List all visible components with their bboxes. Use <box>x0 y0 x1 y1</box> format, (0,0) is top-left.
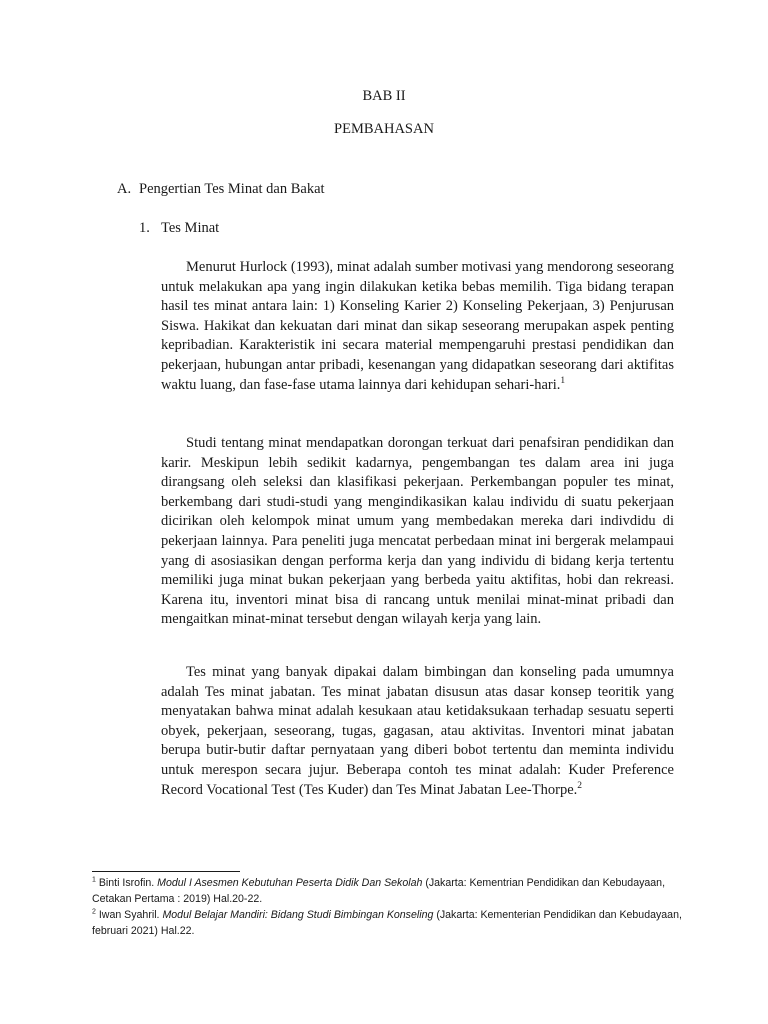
footnote-ref-1: 1 <box>560 375 566 386</box>
footnote-1-title: Modul I Asesmen Kebutuhan Peserta Didik Dan Sekolah <box>157 877 423 889</box>
footnote-1-number: 1 <box>92 876 96 884</box>
paragraph-2 <box>161 434 674 630</box>
chapter-title: PEMBAHASAN <box>334 121 434 137</box>
footnotes <box>92 876 682 940</box>
footnote-1 <box>92 876 682 907</box>
section-heading <box>117 181 325 198</box>
section-label: A. <box>117 181 132 197</box>
footnote-2-number: 2 <box>92 908 96 916</box>
paragraph-3-text: Tes minat yang banyak dipakai dalam bimbingan dan konseling pada umumnya adalah Tes minat jabatan. Tes minat jabatan disusun atas dasar konsep teoritik yang menyatakan bahwa minat adalah kesukaan atau ketidaksukaan terhadap sesuatu seperti obyek, pekerjaan, seseorang, tugas, gagasan, atau aktivitas. Inventori minat jabatan berupa butir-butir daftar pernyataan yang diberi bobot tertentu dan meminta individu untuk merespon secara jujur. Beberapa contoh tes minat adalah: Kuder Preference Record Vocational Test (Tes Kuder) dan Tes Minat Jabatan Lee-Thorpe. <box>161 664 674 798</box>
paragraph-1 <box>161 258 674 395</box>
footnote-ref-2: 2 <box>577 780 583 791</box>
paragraph-2-text: Studi tentang minat mendapatkan dorongan terkuat dari penafsiran pendidikan dan karir. Meskipun lebih sedikit kadarnya, pengembangan tes dalam area ini juga dirangsang oleh seleksi dan klasifikasi pekerjaan. Perkembangan populer tes minat, berkembang dari studi-studi yang mengindikasikan kalau individu di suatu pekerjaan dicirikan oleh kelompok minat umum yang membedakan mereka dari indivdidu di pekerjaan lainnya. Para peneliti juga mencatat perbedaan minat ini bergerak melampaui yang di asosiasikan dengan performa kerja dan yang individu di bidang kerja tertentu memiliki juga minat bukan pekerjaan yang berbeda yaitu aktifitas, hobi dan rekreasi. Karena itu, inventori minat bisa di rancang untuk menilai minat-minat pribadi dan mengaitkan minat-minat tersebut dengan wilayah kerja yang lain. <box>161 435 674 628</box>
footnote-1-publisher: (Jakarta: Kementrian Pendidikan dan Kebudayaan, Cetakan Pertama : 2019) Hal.20-22. <box>92 877 666 905</box>
paragraph-1-text: Menurut Hurlock (1993), minat adalah sumber motivasi yang mendorong seseorang untuk melakukan apa yang ingin dilakukan ketika bebas memilih. Tiga bidang terapan hasil tes minat antara lain: 1) Konseling Karier 2) Konseling Pekerjaan, 3) Penjurusan Siswa. Hakikat dan kekuatan dari minat dan sikap seseorang merupakan aspek penting kepribadian. Karakteristik ini secara material mempengaruhi prestasi pendidikan dan pekerjaan, hubungan antar pribadi, kesenangan yang didapatkan seseorang dari aktifitas waktu luang, dan fase-fase utama lainnya dari kehidupan sehari-hari. <box>161 259 674 393</box>
footnote-1-author: Binti Isrofin. <box>98 877 155 889</box>
subsection-heading <box>139 220 219 237</box>
section-title: Pengertian Tes Minat dan Bakat <box>139 181 325 197</box>
footnote-2-author: Iwan Syahril. <box>98 909 160 922</box>
footnote-2-title: Modul Belajar Mandiri: Bidang Studi Bimbingan Konseling <box>162 909 434 922</box>
subsection-title: Tes Minat <box>161 220 220 236</box>
footnote-2-publisher: (Jakarta: Kementerian Pendidikan dan Kebudayaan, februari 2021) Hal.22. <box>92 909 682 937</box>
subsection-label: 1. <box>139 220 150 236</box>
chapter-number: BAB II <box>362 88 406 104</box>
paragraph-3 <box>161 663 674 800</box>
footnote-separator <box>92 871 240 872</box>
footnote-2 <box>92 908 682 939</box>
